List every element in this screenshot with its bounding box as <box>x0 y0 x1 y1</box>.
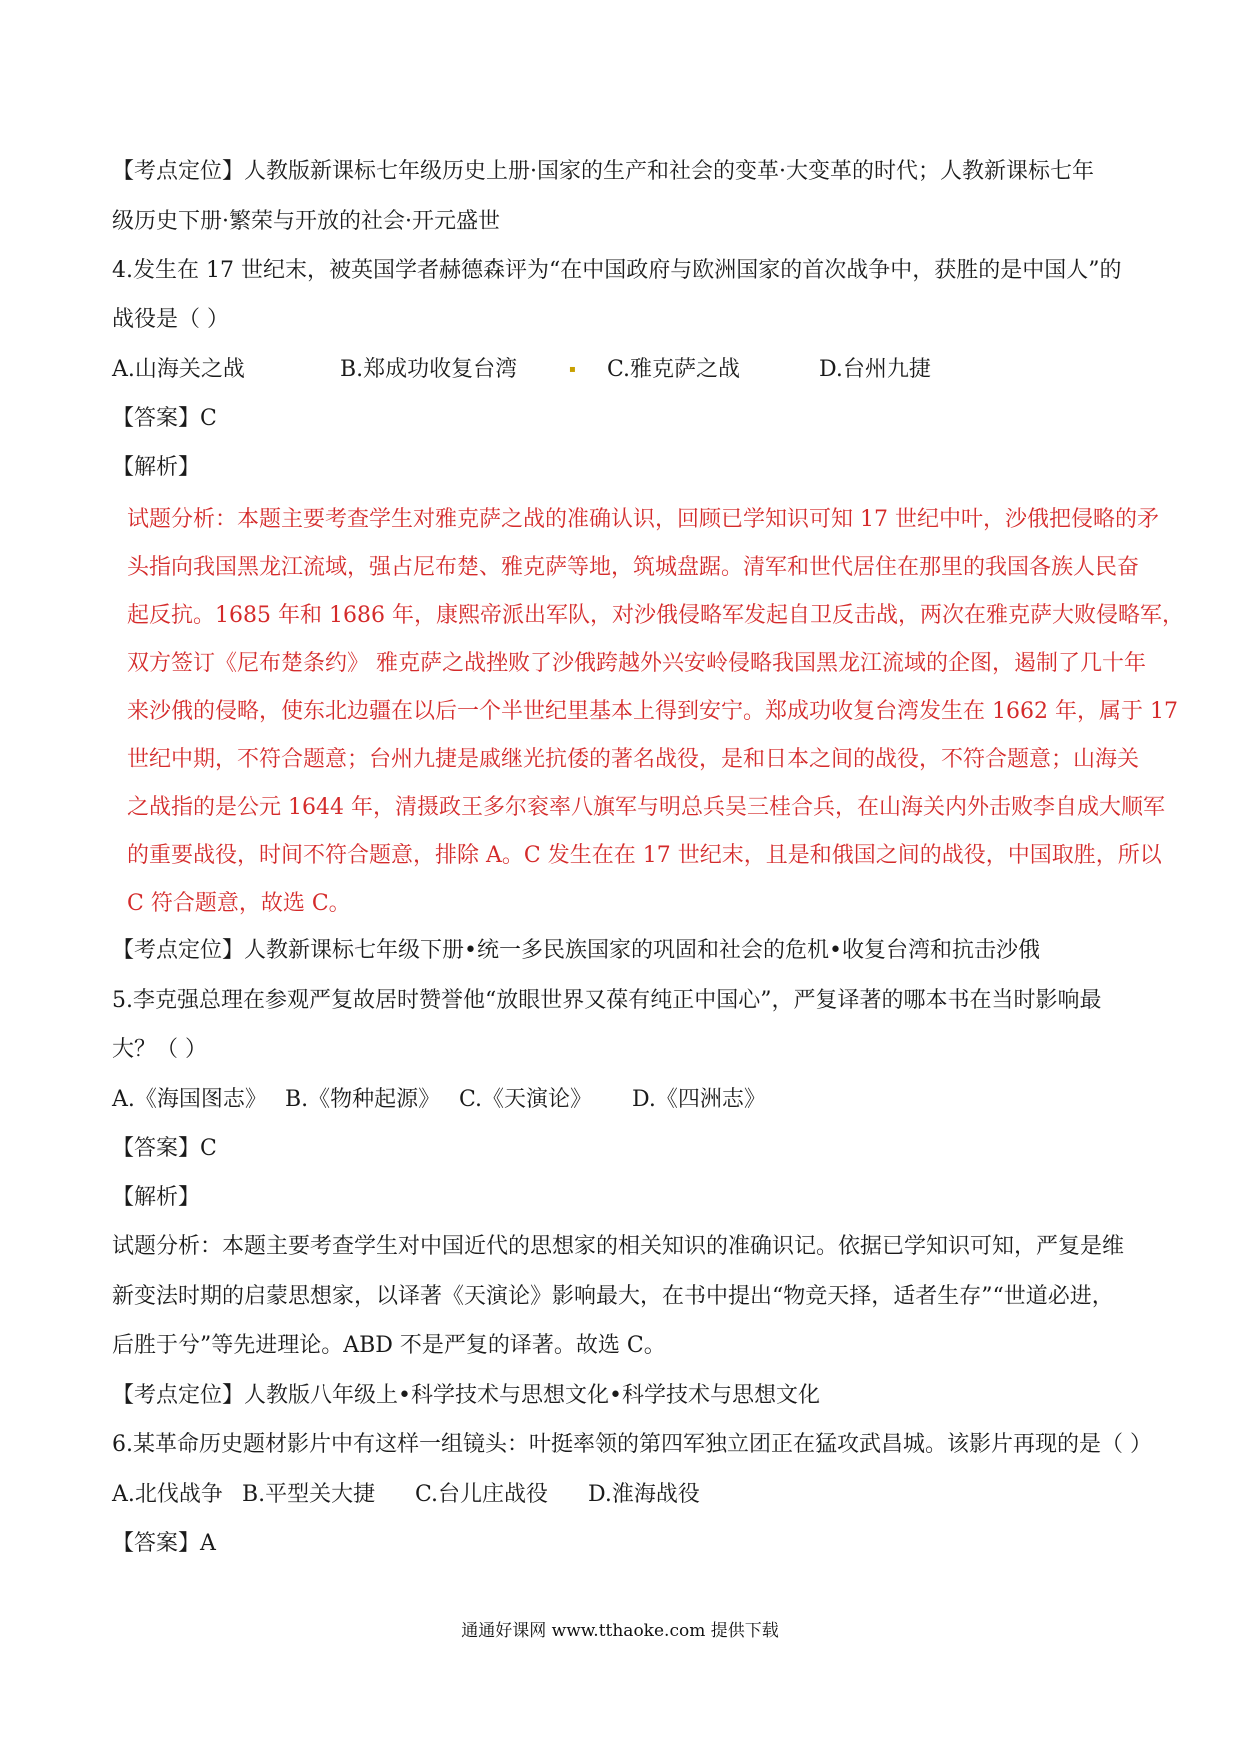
q6-option-d: D.淮海战役 <box>588 1482 700 1507</box>
q4-analysis-line: 之战指的是公元 1644 年，清摄政王多尔衮率八旗军与明总兵吴三桂合兵，在山海关内外击败李自成大顺军 <box>127 795 1165 820</box>
q4-analysis-line: 试题分析：本题主要考查学生对雅克萨之战的准确认识，回顾已学知识可知 17 世纪中叶，沙俄把侵略的矛 <box>127 507 1159 532</box>
q5-analysis-line: 新变法时期的启蒙思想家，以译著《天演论》影响最大，在书中提出“物竞天择，适者生存”“世道必进， <box>112 1284 1114 1309</box>
q6-stem: 6.某革命历史题材影片中有这样一组镜头：叶挺率领的第四军独立团正在猛攻武昌城。该影片再现的是（ ） <box>112 1432 1152 1457</box>
q4-option-a: A.山海关之战 <box>112 357 245 382</box>
stray-mark: ▪ <box>569 364 576 375</box>
q4-analysis-line: 头指向我国黑龙江流域，强占尼布楚、雅克萨等地，筑城盘踞。清军和世代居住在那里的我国各族人民奋 <box>127 555 1140 580</box>
q4-option-b: B.郑成功收复台湾 <box>340 357 518 382</box>
q5-stem-line-2: 大？（ ） <box>112 1037 207 1062</box>
q5-kaodian: 【考点定位】人教版八年级上•科学技术与思想文化•科学技术与思想文化 <box>112 1383 820 1408</box>
q5-analysis-line: 试题分析：本题主要考查学生对中国近代的思想家的相关知识的准确识记。依据已学知识可知，严复是维 <box>112 1234 1125 1259</box>
q6-option-a: A.北伐战争 <box>112 1482 223 1507</box>
q4-stem-line-2: 战役是（ ） <box>112 307 229 332</box>
q4-analysis-line: 起反抗。1685 年和 1686 年，康熙帝派出军队，对沙俄侵略军发起自卫反击战，两次在雅克萨大败侵略军， <box>127 603 1184 628</box>
q4-analysis-line: 世纪中期，不符合题意；台州九捷是戚继光抗倭的著名战役，是和日本之间的战役，不符合题意；山海关 <box>127 747 1140 772</box>
q4-analysis-line: 来沙俄的侵略，使东北边疆在以后一个半世纪里基本上得到安宁。郑成功收复台湾发生在 1662 年，属于 17 <box>127 699 1178 724</box>
q5-option-b: B.《物种起源》 <box>285 1087 441 1112</box>
q4-analysis-line: C 符合题意，故选 C。 <box>127 891 351 916</box>
q5-jiexi-label: 【解析】 <box>112 1185 201 1210</box>
q5-answer: 【答案】C <box>112 1136 217 1161</box>
kaodian-line-1: 【考点定位】人教版新课标七年级历史上册·国家的生产和社会的变革·大变革的时代；人教新课标七年 <box>112 159 1094 184</box>
q5-option-d: D.《四洲志》 <box>632 1087 766 1112</box>
q5-analysis-line: 后胜于兮”等先进理论。ABD 不是严复的译著。故选 C。 <box>112 1333 666 1358</box>
q6-option-c: C.台儿庄战役 <box>415 1482 549 1507</box>
kaodian-line-2: 级历史下册·繁荣与开放的社会·开元盛世 <box>112 209 500 234</box>
q4-option-d: D.台州九捷 <box>819 357 931 382</box>
q6-answer: 【答案】A <box>112 1531 216 1556</box>
q4-answer: 【答案】C <box>112 406 217 431</box>
q4-stem-line-1: 4.发生在 17 世纪末，被英国学者赫德森评为“在中国政府与欧洲国家的首次战争中，获胜的是中国人”的 <box>112 258 1122 283</box>
q6-option-b: B.平型关大捷 <box>242 1482 376 1507</box>
q5-option-c: C.《天演论》 <box>459 1087 593 1112</box>
q4-analysis-line: 双方签订《尼布楚条约》 雅克萨之战挫败了沙俄跨越外兴安岭侵略我国黑龙江流域的企图，遏制了几十年 <box>127 651 1146 676</box>
q4-kaodian: 【考点定位】人教新课标七年级下册•统一多民族国家的巩固和社会的危机•收复台湾和抗击沙俄 <box>112 938 1040 963</box>
q5-stem-line-1: 5.李克强总理在参观严复故居时赞誉他“放眼世界又葆有纯正中国心”，严复译著的哪本书在当时影响最 <box>112 988 1102 1013</box>
q4-option-c: C.雅克萨之战 <box>607 357 741 382</box>
q4-analysis-line: 的重要战役，时间不符合题意，排除 A。C 发生在在 17 世纪末，且是和俄国之间的战役，中国取胜，所以 <box>127 843 1162 868</box>
q5-option-a: A.《海国图志》 <box>112 1087 267 1112</box>
q4-jiexi-label: 【解析】 <box>112 455 201 480</box>
page-footer: 通通好课网 www.tthaoke.com 提供下载 <box>461 1621 779 1641</box>
